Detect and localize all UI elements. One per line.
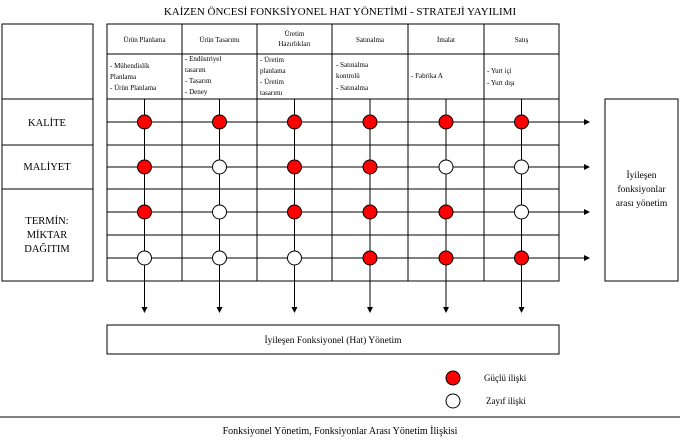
column-detail-product-planning-3: - Ürün Planlama <box>110 84 157 92</box>
figure-caption: Fonksiyonel Yönetim, Fonksiyonlar Arası Yönetim İlişkisi <box>222 426 458 437</box>
strong-relationship-marker <box>363 115 377 129</box>
legend-weak-marker <box>446 394 460 408</box>
strong-relationship-marker <box>213 115 227 129</box>
column-detail-product-design-1: - Endüstriyel <box>185 55 222 63</box>
column-detail-product-design-3: - Tasarım <box>185 77 212 85</box>
strong-relationship-marker <box>363 160 377 174</box>
weak-relationship-marker <box>439 160 453 174</box>
column-detail-manufacturing-1: - Fabrika A <box>411 72 443 80</box>
legend-strong-marker <box>446 371 460 385</box>
column-header-manufacturing: İmalat <box>437 36 455 44</box>
strong-relationship-marker <box>138 205 152 219</box>
column-detail-sales-1: - Yurt içi <box>487 67 512 75</box>
matrix-frame <box>107 24 559 281</box>
column-detail-product-design-2: tasarım <box>185 66 206 74</box>
legend-strong-label: Güçlü ilişki <box>484 373 527 383</box>
row-label-header-box <box>2 24 93 99</box>
functional-line-label: İyileşen Fonksiyonel (Hat) Yönetim <box>264 336 402 346</box>
row-label-delivery-line2: MİKTAR <box>26 230 68 241</box>
column-header-purchasing: Satınalma <box>356 36 384 44</box>
strong-relationship-marker <box>515 115 529 129</box>
column-header-product-design: Ürün Tasarımı <box>199 36 240 44</box>
legend-weak-label: Zayıf ilişki <box>486 396 526 406</box>
strong-relationship-marker <box>439 251 453 265</box>
row-label-cost: MALİYET <box>23 162 71 173</box>
cross-functional-label-line2: fonksiyonlar <box>617 185 666 195</box>
column-detail-production-prep-1: - Üretim <box>260 56 284 64</box>
weak-relationship-marker <box>515 160 529 174</box>
column-header-production-prep-line1: Üretim <box>284 30 305 38</box>
row-label-delivery-line3: DAĞITIM <box>24 244 70 255</box>
column-header-sales: Satış <box>514 36 529 44</box>
column-detail-product-design-4: - Deney <box>185 88 208 96</box>
row-label-quality: KALİTE <box>28 118 66 129</box>
column-detail-production-prep-4: tasarımı <box>260 89 283 97</box>
cross-functional-label-line1: İyileşen <box>626 171 657 181</box>
relationship-markers <box>138 115 529 265</box>
column-detail-purchasing-1: - Satınalma <box>336 61 369 69</box>
column-detail-sales-2: - Yurt dışı <box>487 79 515 87</box>
column-header-product-planning: Ürün Planlama <box>123 36 166 44</box>
weak-relationship-marker <box>213 160 227 174</box>
strong-relationship-marker <box>288 160 302 174</box>
relationship-arrows <box>107 99 589 312</box>
weak-relationship-marker <box>288 251 302 265</box>
column-detail-production-prep-3: - Üretim <box>260 78 284 86</box>
column-detail-product-planning-1: - Mühendislik <box>110 62 150 70</box>
weak-relationship-marker <box>515 205 529 219</box>
strong-relationship-marker <box>363 251 377 265</box>
cross-functional-label-line3: arası yönetim <box>615 199 668 209</box>
strong-relationship-marker <box>288 205 302 219</box>
weak-relationship-marker <box>213 205 227 219</box>
strong-relationship-marker <box>138 160 152 174</box>
strong-relationship-marker <box>439 115 453 129</box>
strong-relationship-marker <box>288 115 302 129</box>
column-detail-purchasing-3: - Satınalma <box>336 84 369 92</box>
strong-relationship-marker <box>138 115 152 129</box>
column-detail-purchasing-2: kontrolü <box>336 72 360 80</box>
strong-relationship-marker <box>439 205 453 219</box>
column-header-production-prep-line2: Hazırlıkları <box>278 40 311 48</box>
column-detail-production-prep-2: planlama <box>260 67 286 75</box>
weak-relationship-marker <box>213 251 227 265</box>
row-label-delivery-line1: TERMİN: <box>25 216 69 227</box>
strong-relationship-marker <box>363 205 377 219</box>
strong-relationship-marker <box>515 251 529 265</box>
column-detail-product-planning-2: Planlama <box>110 73 137 81</box>
diagram-title: KAİZEN ÖNCESİ FONKSİYONEL HAT YÖNETİMİ - STRATEJİ YAYILIMI <box>163 6 517 18</box>
weak-relationship-marker <box>138 251 152 265</box>
